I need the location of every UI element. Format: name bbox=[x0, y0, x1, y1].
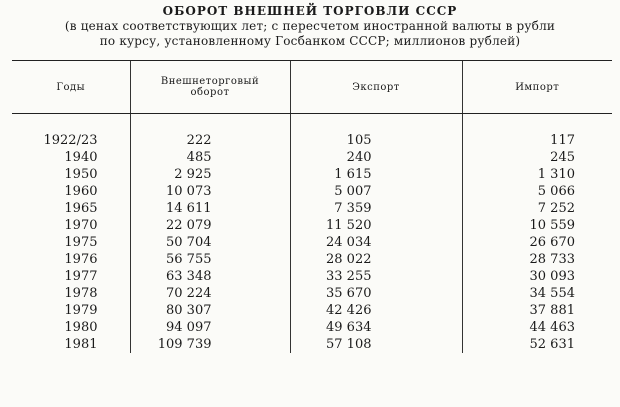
export-cell: 105 bbox=[290, 132, 462, 149]
import-cell: 37 881 bbox=[462, 302, 612, 319]
header-turnover-line-2: оборот bbox=[190, 87, 230, 98]
year-cell: 1977 bbox=[64, 269, 98, 284]
export-cell: 11 520 bbox=[290, 217, 462, 234]
table-row bbox=[12, 217, 612, 234]
turnover-cell: 485 bbox=[130, 149, 290, 166]
export-cell: 24 034 bbox=[290, 234, 462, 251]
export-cell: 5 007 bbox=[290, 183, 462, 200]
export-cell: 28 022 bbox=[290, 251, 462, 268]
header-turnover bbox=[130, 61, 290, 114]
table-subtitle bbox=[10, 19, 610, 49]
year-cell: 1979 bbox=[64, 303, 98, 318]
trade-table-container bbox=[12, 60, 612, 353]
turnover-cell: 94 097 bbox=[130, 319, 290, 336]
table-body bbox=[12, 114, 612, 354]
export-cell: 57 108 bbox=[290, 336, 462, 353]
turnover-cell: 50 704 bbox=[130, 234, 290, 251]
year-cell: 1975 bbox=[64, 235, 98, 250]
table-row bbox=[12, 183, 612, 200]
table-row bbox=[12, 285, 612, 302]
header-export: Экспорт bbox=[290, 61, 462, 114]
export-cell: 35 670 bbox=[290, 285, 462, 302]
export-cell: 7 359 bbox=[290, 200, 462, 217]
import-cell: 245 bbox=[462, 149, 612, 166]
year-cell: 1980 bbox=[64, 320, 98, 335]
table-row bbox=[12, 302, 612, 319]
export-cell: 42 426 bbox=[290, 302, 462, 319]
import-cell: 26 670 bbox=[462, 234, 612, 251]
year-cell: 1976 bbox=[64, 252, 98, 267]
year-cell: 1978 bbox=[64, 286, 98, 301]
table-row bbox=[12, 149, 612, 166]
subtitle-line-1: (в ценах соответствующих лет; с пересчетом иностранной валюты в рубли bbox=[64, 19, 556, 33]
turnover-cell: 56 755 bbox=[130, 251, 290, 268]
turnover-cell: 63 348 bbox=[130, 268, 290, 285]
import-cell: 52 631 bbox=[462, 336, 612, 353]
turnover-cell: 222 bbox=[130, 132, 290, 149]
table-row bbox=[12, 268, 612, 285]
export-cell: 1 615 bbox=[290, 166, 462, 183]
turnover-cell: 80 307 bbox=[130, 302, 290, 319]
import-cell: 10 559 bbox=[462, 217, 612, 234]
turnover-cell: 22 079 bbox=[130, 217, 290, 234]
import-cell: 5 066 bbox=[462, 183, 612, 200]
turnover-cell: 109 739 bbox=[130, 336, 290, 353]
import-cell: 1 310 bbox=[462, 166, 612, 183]
export-cell: 240 bbox=[290, 149, 462, 166]
turnover-cell: 14 611 bbox=[130, 200, 290, 217]
import-cell: 44 463 bbox=[462, 319, 612, 336]
turnover-cell: 70 224 bbox=[130, 285, 290, 302]
year-cell: 1950 bbox=[64, 167, 98, 182]
table-row bbox=[12, 132, 612, 149]
subtitle-line-2: по курсу, установленному Госбанком СССР; миллионов рублей) bbox=[99, 34, 521, 48]
year-cell: 1970 bbox=[64, 218, 98, 233]
trade-table bbox=[12, 60, 612, 353]
import-cell: 28 733 bbox=[462, 251, 612, 268]
header-import: Импорт bbox=[462, 61, 612, 114]
table-row bbox=[12, 251, 612, 268]
table-header-row bbox=[12, 61, 612, 114]
export-cell: 33 255 bbox=[290, 268, 462, 285]
table-spacer-row bbox=[12, 114, 612, 133]
import-cell: 34 554 bbox=[462, 285, 612, 302]
table-row bbox=[12, 319, 612, 336]
import-cell: 30 093 bbox=[462, 268, 612, 285]
year-cell: 1960 bbox=[64, 184, 98, 199]
year-cell: 1922/23 bbox=[43, 133, 98, 148]
import-cell: 117 bbox=[462, 132, 612, 149]
header-turnover-line-1: Внешнеторговый bbox=[160, 76, 260, 87]
export-cell: 49 634 bbox=[290, 319, 462, 336]
turnover-cell: 2 925 bbox=[130, 166, 290, 183]
turnover-cell: 10 073 bbox=[130, 183, 290, 200]
table-row bbox=[12, 200, 612, 217]
year-cell: 1940 bbox=[64, 150, 98, 165]
import-cell: 7 252 bbox=[462, 200, 612, 217]
table-row bbox=[12, 336, 612, 353]
table-row bbox=[12, 166, 612, 183]
header-years: Годы bbox=[12, 61, 130, 114]
page-title: ОБОРОТ ВНЕШНЕЙ ТОРГОВЛИ СССР bbox=[162, 4, 458, 18]
table-row bbox=[12, 234, 612, 251]
year-cell: 1981 bbox=[64, 337, 98, 352]
year-cell: 1965 bbox=[64, 201, 98, 216]
